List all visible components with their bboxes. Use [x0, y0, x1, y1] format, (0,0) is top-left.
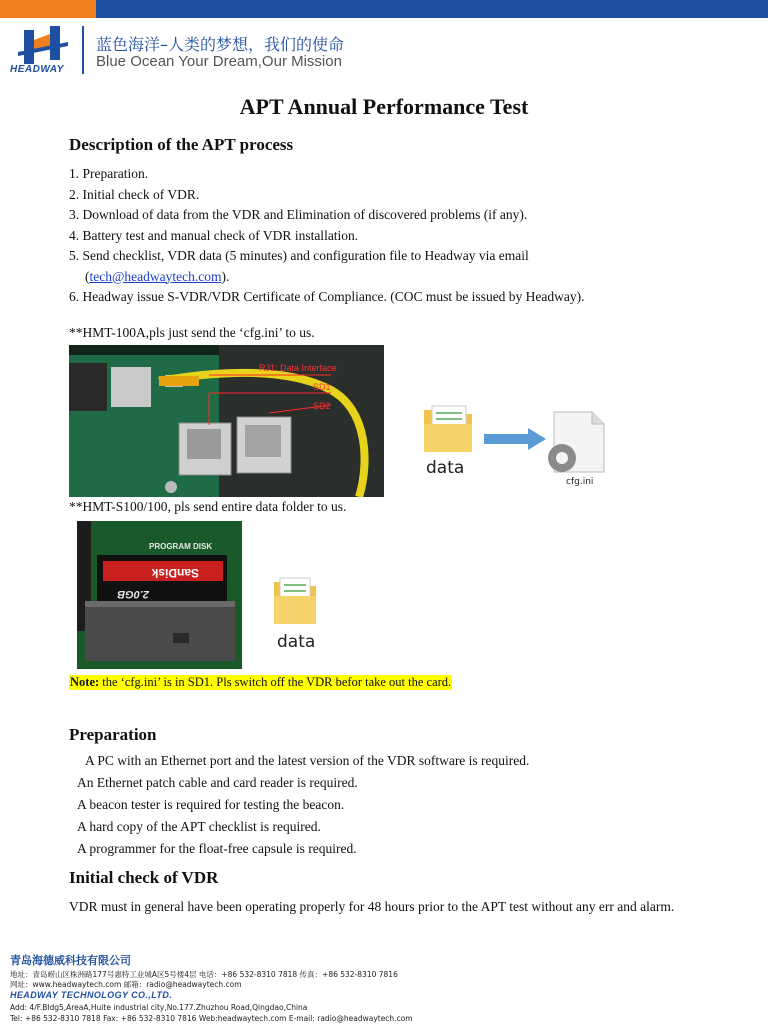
initial-check-paragraph: VDR must in general have been operating properly for 48 hours prior to the APT test without any err and alarm.: [69, 899, 675, 914]
data-folder-caption: data: [277, 632, 316, 652]
list-item: 4. Battery test and manual check of VDR installation.: [69, 227, 359, 243]
footer-address-en: Add: 4/F.Bldg5,AreaA,Huite industrial city,No.177.Zhuzhou Road,Qingdao,China: [10, 1003, 308, 1012]
email-link[interactable]: tech@headwaytech.com: [89, 268, 222, 284]
list-item: 1. Preparation.: [69, 166, 149, 181]
initial-check-heading: Initial check of VDR: [69, 868, 219, 887]
footer-address-cn: 地址：青岛崂山区株洲路177号惠特工业城A区5号楼4层 电话：+86 532-8310 7818 传真：+86 532-8310 7816: [10, 970, 398, 979]
vdr-board-photo: [69, 345, 384, 497]
note-label: Note:: [70, 675, 100, 689]
list-item: A hard copy of the APT checklist is required.: [77, 819, 321, 834]
rj1-label: RJ1: Data Interface: [259, 363, 337, 373]
preparation-heading: Preparation: [69, 725, 157, 744]
settings-file-icon: [540, 410, 606, 480]
list-item: 3. Download of data from the VDR and Elimination of discovered problems (if any).: [69, 207, 528, 222]
header-bar-orange: [0, 0, 96, 18]
footer-contact-en: Tel: +86 532-8310 7818 Fax: +86 532-8310 7816 Web:headwaytech.com E-mail: radio@headwaytech.com: [10, 1014, 413, 1023]
program-disk-photo: [77, 521, 242, 669]
slogan-english: Blue Ocean Your Dream,Our Mission: [96, 53, 342, 70]
cfg-file-caption: cfg.ini: [566, 477, 594, 487]
note-banner: [69, 675, 452, 690]
slogan-chinese: 蓝色海洋–人类的梦想，我们的使命: [96, 35, 345, 54]
folder-icon: [422, 402, 474, 454]
email-line: (tech@headwaytech.com).: [85, 268, 230, 284]
card-size-label: 2.0GB: [117, 588, 149, 600]
list-item: 6. Headway issue S-VDR/VDR Certificate of Compliance. (COC must be issued by Headway).: [69, 289, 585, 304]
sd2-label: SD2: [313, 401, 331, 411]
logo-wordmark: HEADWAY: [10, 64, 64, 75]
program-disk-label: PROGRAM DISK: [149, 542, 213, 551]
list-item: 5. Send checklist, VDR data (5 minutes) and configuration file to Headway via email: [69, 248, 529, 263]
hmts100-instruction: **HMT-S100/100, pls send entire data folder to us.: [69, 499, 347, 514]
apt-steps-list: [69, 164, 729, 308]
list-item: A PC with an Ethernet port and the latest version of the VDR software is required.: [85, 753, 530, 768]
sd1-label: SD1: [313, 382, 331, 392]
page-footer: [8, 950, 768, 1024]
list-item: A programmer for the float-free capsule is required.: [77, 841, 357, 856]
page-title: APT Annual Performance Test: [239, 94, 529, 119]
list-item: A beacon tester is required for testing the beacon.: [77, 797, 345, 812]
card-brand-label: SanDisk: [151, 566, 199, 580]
circuit-board-image: [69, 345, 384, 497]
list-item: An Ethernet patch cable and card reader is required.: [77, 775, 358, 790]
footer-company-en: HEADWAY TECHNOLOGY CO.,LTD.: [10, 990, 173, 1000]
header-divider: [82, 26, 84, 74]
cf-card-image: [77, 521, 242, 669]
description-heading: Description of the APT process: [69, 135, 294, 154]
note-text: the ‘cfg.ini’ is in SD1. Pls switch off the VDR befor take out the card.: [99, 675, 452, 689]
header-bar-blue: [96, 0, 768, 18]
list-item: 2. Initial check of VDR.: [69, 186, 200, 202]
footer-web-cn: 网址：www.headwaytech.com 邮箱：radio@headwaytech.com: [10, 980, 242, 989]
folder-caption: data: [426, 458, 465, 478]
data-folder-icon: [272, 574, 318, 626]
footer-company-cn: 青岛海德威科技有限公司: [10, 954, 131, 967]
arrow-right-icon: [484, 428, 546, 450]
hmt100-instruction: **HMT-100A,pls just send the ‘cfg.ini’ to us.: [69, 325, 315, 340]
